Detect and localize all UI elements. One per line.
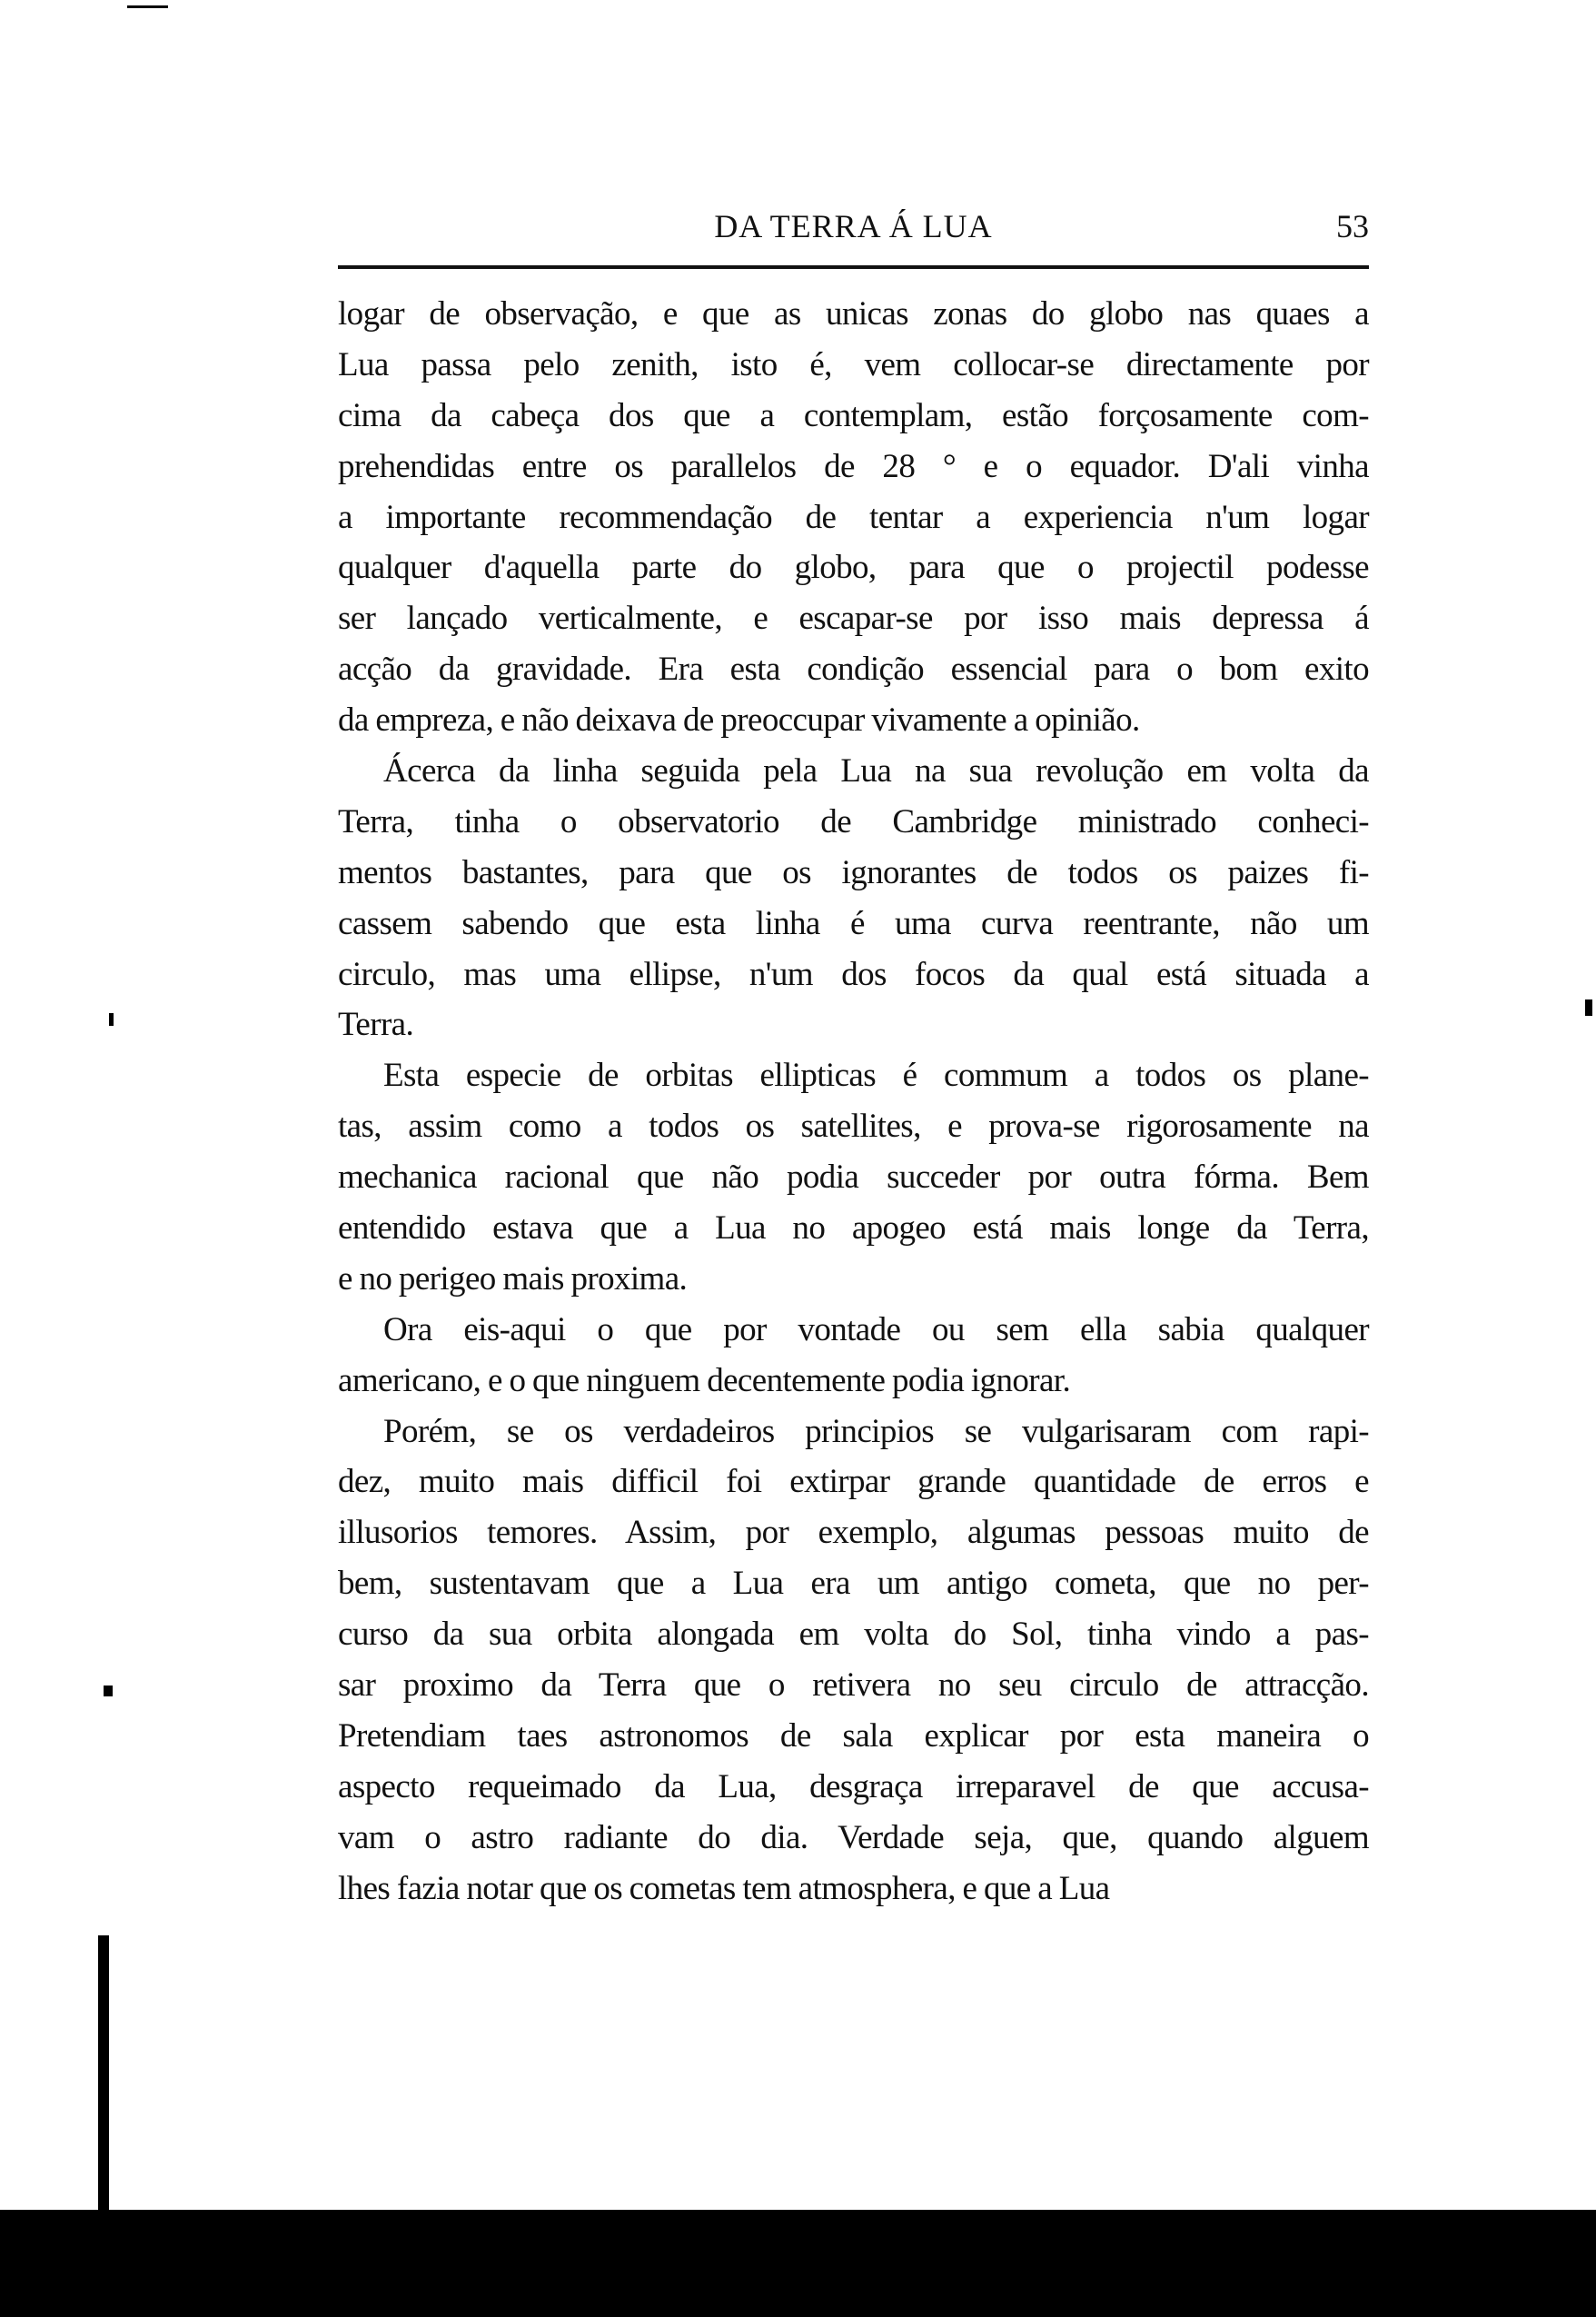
text-line: entendido estava que a Lua no apogeo está mais longe da Terra,: [338, 1209, 1369, 1248]
text-line: Ora eis-aqui o que por vontade ou sem ella sabia qualquer: [383, 1310, 1369, 1348]
paragraph: [338, 289, 1369, 746]
running-title: DA TERRA Á LUA: [714, 208, 993, 244]
text-line: bem, sustentavam que a Lua era um antigo cometa, que no per-: [338, 1565, 1369, 1603]
text-line: ser lançado verticalmente, e escapar-se por isso mais depressa á: [338, 600, 1369, 638]
text-line: Terra.: [338, 1006, 414, 1044]
paragraph: [338, 746, 1369, 1050]
text-line: qualquer d'aquella parte do globo, para que o projectil podesse: [338, 549, 1369, 587]
text-line: dez, muito mais difficil foi extirpar grande quantidade de erros e: [338, 1463, 1369, 1501]
scan-binding-edge: [98, 1935, 109, 2217]
scan-artifact-left-arrow: [104, 1686, 113, 1696]
text-line: logar de observação, e que as unicas zonas do globo nas quaes a: [338, 295, 1369, 333]
text-line: Pretendiam taes astronomos de sala explicar por esta maneira o: [338, 1716, 1369, 1755]
text-line: a importante recommendação de tentar a experiencia n'um logar: [338, 498, 1369, 536]
text-line: cima da cabeça dos que a contemplam, estão forçosamente com-: [338, 396, 1369, 434]
paragraph: [338, 1305, 1369, 1407]
text-line: sar proximo da Terra que o retivera no seu circulo de attracção.: [338, 1666, 1369, 1705]
paragraph: [338, 1407, 1369, 1914]
scan-artifact-right: [1585, 999, 1592, 1016]
scan-bottom-band: [0, 2210, 1596, 2317]
page-number: 53: [1336, 208, 1369, 244]
text-line: da empreza, e não deixava de preoccupar vivamente a opinião.: [338, 701, 1140, 740]
text-line: tas, assim como a todos os satellites, e prova-se rigorosamente na: [338, 1108, 1369, 1146]
text-line: Ácerca da linha seguida pela Lua na sua revolução em volta da: [383, 752, 1369, 791]
text-line: curso da sua orbita alongada em volta do Sol, tinha vindo a pas-: [338, 1616, 1369, 1654]
text-line: mentos bastantes, para que os ignorantes de todos os paizes fi-: [338, 853, 1369, 891]
text-line: lhes fazia notar que os cometas tem atmosphera, e que a Lua: [338, 1869, 1110, 1907]
text-line: vam o astro radiante do dia. Verdade seja, que, quando alguem: [338, 1818, 1369, 1856]
scan-artifact-top: [127, 5, 168, 8]
text-line: illusorios temores. Assim, por exemplo, algumas pessoas muito de: [338, 1514, 1369, 1552]
scan-artifact-left-dot: [109, 1013, 114, 1026]
text-line: mechanica racional que não podia succeder por outra fórma. Bem: [338, 1158, 1369, 1197]
text-line: Esta especie de orbitas ellipticas é commum a todos os plane-: [383, 1057, 1369, 1095]
text-line: Porém, se os verdadeiros principios se vulgarisaram com rapi-: [383, 1412, 1369, 1450]
page-header: [338, 202, 1369, 247]
text-line: americano, e o que ninguem decentemente podia ignorar.: [338, 1361, 1071, 1399]
text-line: circulo, mas uma ellipse, n'um dos focos da qual está situada a: [338, 955, 1369, 993]
text-line: prehendidas entre os parallelos de 28 ° e o equador. D'ali vinha: [338, 447, 1369, 485]
paragraph: [338, 1050, 1369, 1304]
text-line: Terra, tinha o observatorio de Cambridge ministrado conheci-: [338, 802, 1369, 840]
text-line: acção da gravidade. Era esta condição essencial para o bom exito: [338, 651, 1369, 689]
text-line: e no perigeo mais proxima.: [338, 1259, 688, 1298]
header-rule: [338, 265, 1369, 269]
text-line: cassem sabendo que esta linha é uma curva reentrante, não um: [338, 904, 1369, 942]
text-line: aspecto requeimado da Lua, desgraça irreparavel de que accusa-: [338, 1767, 1369, 1805]
body-text: [338, 289, 1369, 1914]
text-line: Lua passa pelo zenith, isto é, vem collocar-se directamente por: [338, 345, 1369, 383]
